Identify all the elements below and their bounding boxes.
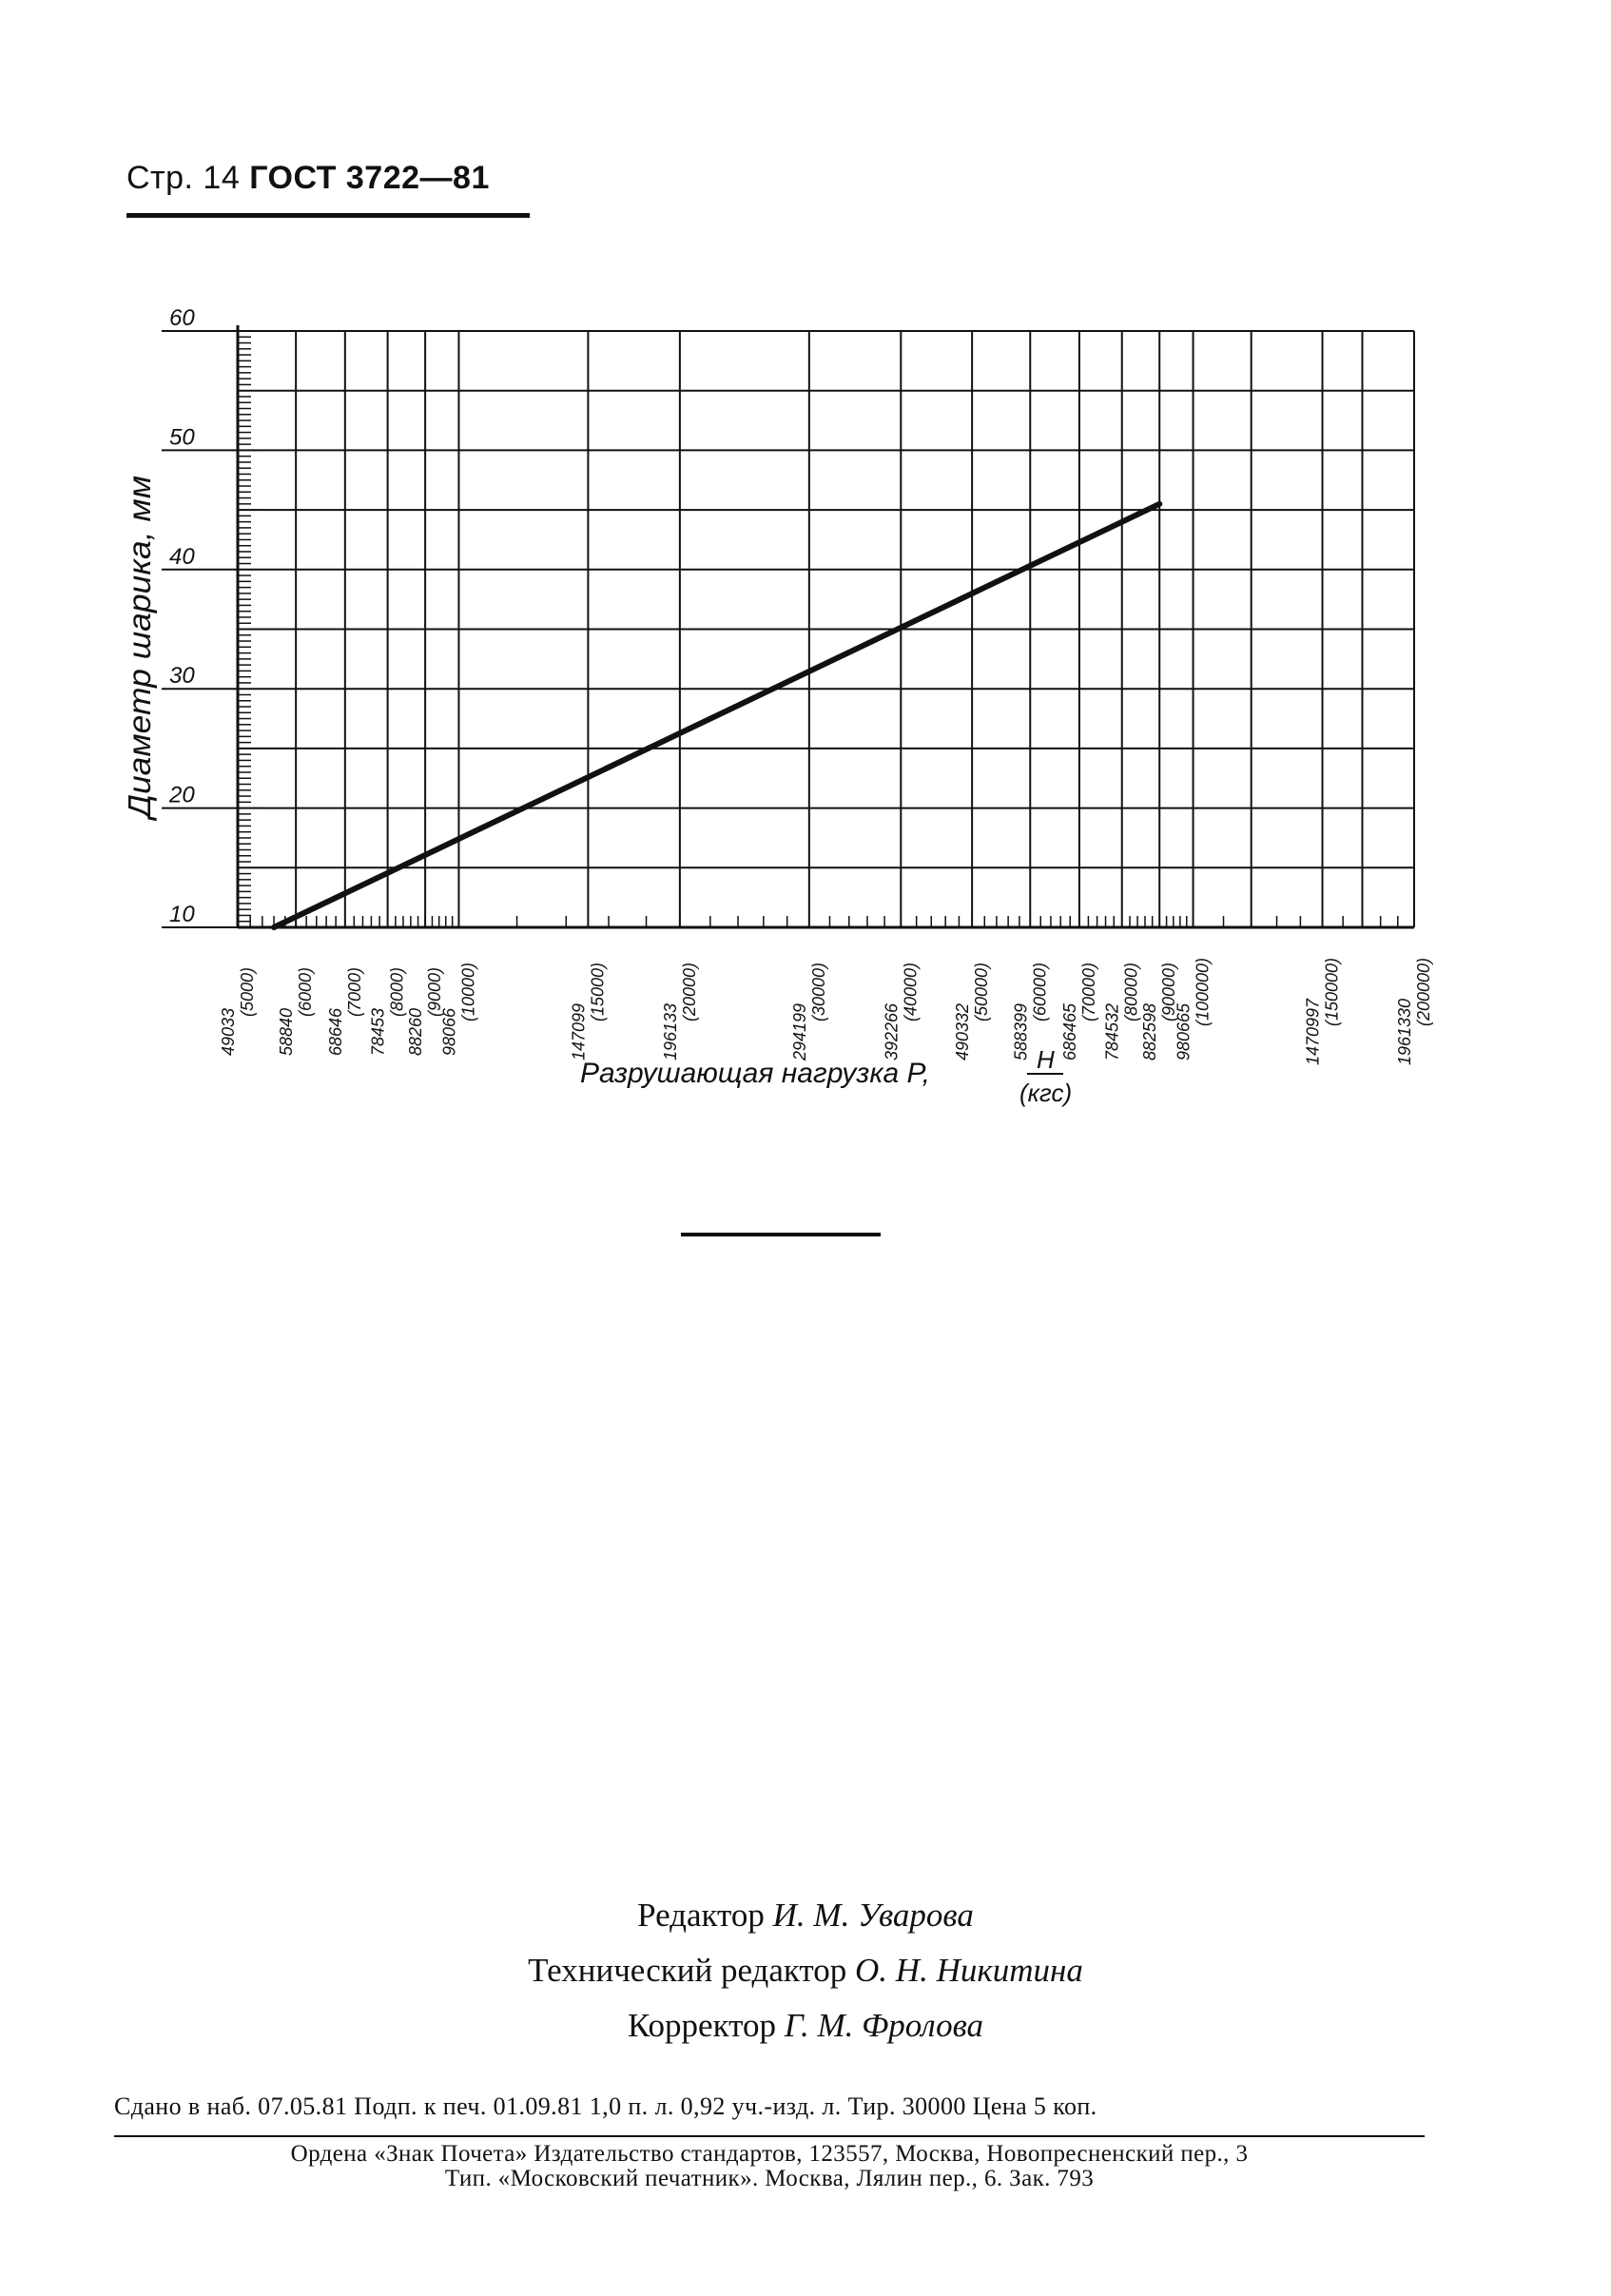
x-tick-kgf: (5000) — [238, 966, 257, 1018]
publisher-line-2: Тип. «Московский печатник». Москва, Лялин пер., 6. Зак. 793 — [444, 2166, 1095, 2191]
x-tick-kgf: (40000) — [901, 962, 921, 1022]
x-tick-kgf: (7000) — [344, 966, 364, 1018]
x-tick-label — [1174, 958, 1213, 1060]
x-tick-label — [326, 967, 364, 1056]
x-tick-label — [406, 967, 444, 1056]
imprint-line: Сдано в наб. 07.05.81 Подп. к печ. 01.09.81 1,0 п. л. 0,92 уч.-изд. л. Тир. 30000 Цена 5 коп. — [114, 2092, 1097, 2120]
x-tick-kgf: (8000) — [387, 966, 407, 1018]
standard-number: ГОСТ 3722—81 — [249, 160, 490, 196]
diameter-load-line — [274, 504, 1159, 927]
proofreader-name: Г. М. Фролова — [784, 2007, 984, 2044]
x-tick-newtons: 392266 — [882, 1002, 902, 1061]
x-tick-newtons: 1470997 — [1303, 998, 1323, 1066]
proofreader-row — [0, 1998, 1611, 2053]
x-axis-label: Разрушающая нагрузка P, — [580, 1058, 931, 1089]
x-tick-kgf: (150000) — [1322, 957, 1342, 1027]
x-tick-newtons: 686465 — [1059, 1002, 1079, 1061]
x-tick-label — [790, 963, 828, 1061]
x-tick-kgf: (200000) — [1414, 957, 1433, 1027]
tech-editor-row — [0, 1943, 1611, 1998]
publisher-info — [114, 2142, 1425, 2191]
imprint-rule — [114, 2135, 1425, 2137]
x-tick-newtons: 78453 — [368, 1007, 388, 1057]
x-tick-kgf: (100000) — [1193, 957, 1213, 1027]
x-tick-newtons: 490332 — [953, 1002, 973, 1061]
x-tick-label — [1060, 963, 1098, 1060]
y-tick-label: 60 — [169, 305, 195, 331]
credits — [0, 1888, 1611, 2053]
chart-grid — [238, 325, 1414, 927]
x-tick-label — [1304, 958, 1342, 1065]
x-tick-kgf: (10000) — [458, 962, 478, 1022]
publisher-line-1: Ордена «Знак Почета» Издательство стандартов, 123557, Москва, Новопресненский пер., 3 — [290, 2141, 1249, 2167]
editor-row — [0, 1888, 1611, 1943]
x-tick-label — [439, 963, 477, 1056]
x-tick-kgf: (90000) — [1159, 962, 1179, 1022]
y-tick-labels — [162, 305, 238, 927]
x-tick-newtons: 588399 — [1011, 1002, 1031, 1061]
x-tick-kgf: (20000) — [679, 962, 699, 1022]
y-tick-label: 40 — [169, 543, 195, 570]
editor-label: Редактор — [637, 1897, 765, 1934]
x-tick-newtons: 294199 — [789, 1002, 809, 1061]
x-tick-newtons: 68646 — [325, 1007, 345, 1057]
x-tick-label — [369, 967, 407, 1056]
separator-rule — [681, 1233, 881, 1236]
x-tick-newtons: 58840 — [277, 1007, 297, 1057]
x-tick-kgf: (30000) — [808, 962, 828, 1022]
chart-curve — [274, 504, 1159, 927]
x-axis-unit-alt: (кгс) — [1019, 1079, 1073, 1107]
x-tick-label — [569, 963, 607, 1060]
x-tick-kgf: (6000) — [296, 966, 316, 1018]
x-tick-kgf: (80000) — [1121, 962, 1141, 1022]
x-tick-newtons: 88260 — [406, 1007, 426, 1057]
x-tick-newtons: 196133 — [660, 1002, 680, 1061]
y-tick-label: 10 — [169, 902, 195, 927]
x-tick-label — [1103, 963, 1141, 1060]
x-tick-newtons: 882598 — [1140, 1002, 1160, 1061]
x-tick-label — [882, 963, 920, 1060]
x-tick-newtons: 49033 — [219, 1007, 238, 1057]
chart-ticks — [238, 337, 1414, 927]
y-tick-label: 20 — [169, 782, 195, 808]
tech-editor-label: Технический редактор — [528, 1952, 847, 1989]
x-tick-label — [277, 967, 315, 1056]
ball-diameter-chart — [0, 0, 1611, 1141]
x-tick-kgf: (50000) — [972, 962, 992, 1022]
x-tick-label — [1140, 963, 1178, 1060]
x-tick-newtons: 98066 — [439, 1007, 459, 1057]
editor-name: И. М. Уварова — [772, 1897, 974, 1934]
x-tick-label — [953, 963, 991, 1060]
y-axis-label: Диаметр шарика, мм — [122, 498, 157, 818]
page-number: Стр. 14 — [126, 160, 241, 196]
x-axis-unit-main: Н — [1037, 1045, 1055, 1074]
x-tick-label — [219, 967, 257, 1056]
proofreader-label: Корректор — [627, 2007, 776, 2044]
x-tick-newtons: 784532 — [1102, 1002, 1122, 1061]
x-tick-label — [661, 963, 699, 1060]
x-tick-kgf: (15000) — [588, 962, 608, 1022]
x-tick-labels — [219, 958, 1433, 1065]
x-tick-kgf: (60000) — [1030, 962, 1050, 1022]
x-tick-kgf: (70000) — [1078, 962, 1098, 1022]
x-tick-newtons: 1961330 — [1395, 998, 1414, 1066]
y-tick-label: 50 — [169, 424, 195, 451]
x-tick-label — [1395, 958, 1433, 1065]
x-tick-newtons: 147099 — [569, 1002, 589, 1061]
y-tick-label: 30 — [169, 663, 195, 690]
x-tick-newtons: 980665 — [1174, 1002, 1194, 1061]
x-tick-kgf: (9000) — [425, 966, 445, 1018]
tech-editor-name: О. Н. Никитина — [855, 1952, 1083, 1989]
